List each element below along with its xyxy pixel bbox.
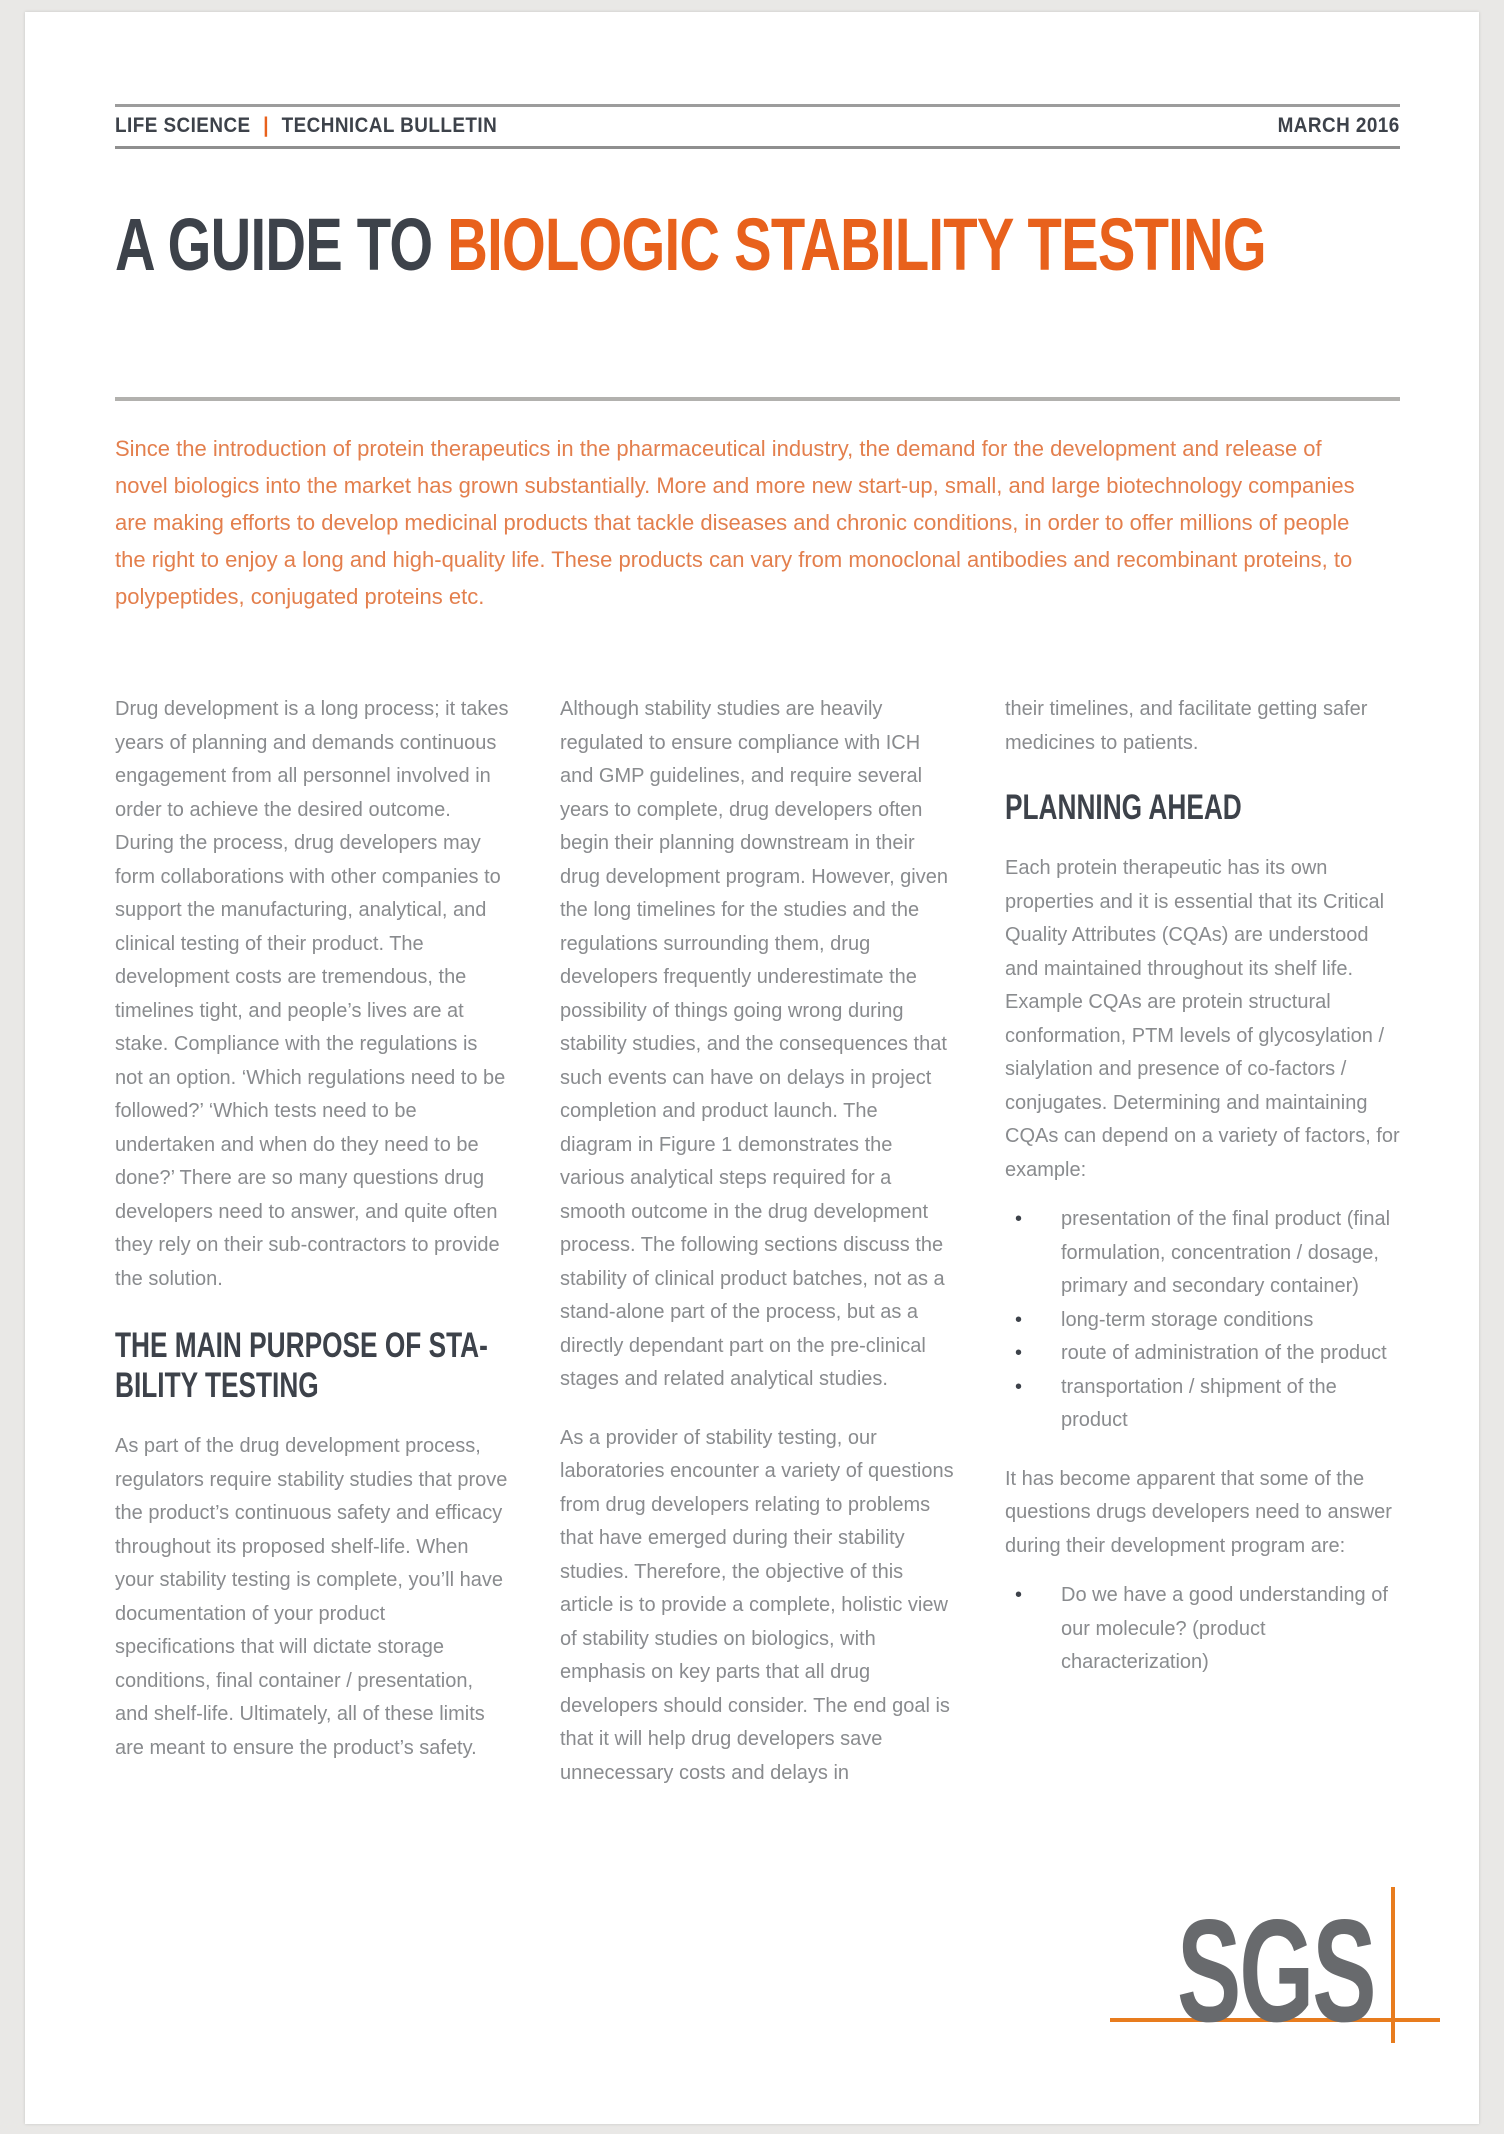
heading-planning-ahead: PLANNING AHEAD: [1005, 788, 1242, 827]
divider-rule: [115, 397, 1400, 401]
sgs-logo: SGS: [1177, 1889, 1375, 2052]
list-item: • Do we have a good understanding of our molecule? (product characterization): [1005, 1579, 1400, 1680]
col3-paragraph-1: their timelines, and facilitate getting safer medicines to patients.: [1005, 698, 1368, 754]
category-label: LIFE SCIENCE: [115, 114, 251, 137]
list-item: • transportation / shipment of the product: [1005, 1371, 1400, 1438]
bulletin-header: [115, 104, 1400, 149]
title-highlight: BIOLOGIC STABILITY TESTING: [447, 203, 1266, 286]
heading-main-purpose-line2: BILITY TESTING: [115, 1366, 319, 1405]
developer-questions-list: [1005, 1579, 1400, 1680]
intro-paragraph: Since the introduction of protein therapeutics in the pharmaceutical industry, the demand for the development and release of novel biologics into the market has grown substantially. More and more new start-up, small, and large biotechnology companies are making efforts to develop medicinal products that tackle diseases and chronic conditions, in order to offer millions of people the right to enjoy a long and high-quality life. These products can vary from monoclonal antibodies and recombinant proteins, to polypeptides, conjugated proteins etc.: [115, 436, 1355, 609]
col3-paragraph-3: It has become apparent that some of the questions drugs developers need to answer during their development program are:: [1005, 1467, 1392, 1557]
heading-main-purpose: [115, 1326, 488, 1406]
column-1: [115, 693, 510, 1790]
logo-vertical-line: [1391, 1887, 1395, 2043]
col3-paragraph-2: Each protein therapeutic has its own properties and it is essential that its Critical Quality Attributes (CQAs) are understood and maintained throughout its shelf life. Example CQAs are protein structural conformation, PTM levels of glycosylation / sialylation and presence of co-factors / conjugates. Determining and maintaining CQAs can depend on a variety of factors, for example:: [1005, 857, 1400, 1181]
header-left: [115, 114, 497, 138]
issue-date: MARCH 2016: [1277, 114, 1400, 137]
body-columns: [115, 693, 1400, 1790]
list-item: • route of administration of the product: [1005, 1337, 1400, 1371]
col1-paragraph-2: As part of the drug development process, regulators require stability studies that prove the product’s continuous safety and efficacy throughout its proposed shelf-life. When your stability testing is complete, you’ll have documentation of your product specifications that will dictate storage conditions, final container / presentation, and shelf-life. Ultimately, all of these limits are meant to ensure the product’s safety.: [115, 1435, 508, 1759]
header-separator: |: [263, 114, 269, 137]
col2-paragraph-1: Although stability studies are heavily regulated to ensure compliance with ICH and GMP guidelines, and require several years to complete, drug developers often begin their planning downstream in their drug development program. However, given the long timelines for the studies and the regulations surrounding them, drug developers frequently underestimate the possibility of things going wrong during stability studies, and the consequences that such events can have on delays in project completion and product launch. The diagram in Figure 1 demonstrates the various analytical steps required for a smooth outcome in the drug development process. The following sections discuss the stability of clinical product batches, not as a stand-alone part of the process, but as a directly dependant part on the pre-clinical stages and related analytical studies.: [560, 698, 948, 1390]
column-3: [1005, 693, 1400, 1790]
bulletin-type-label: TECHNICAL BULLETIN: [281, 114, 498, 137]
document-page: [25, 12, 1479, 2124]
cqa-factors-list: [1005, 1203, 1400, 1438]
col1-paragraph-1: Drug development is a long process; it takes years of planning and demands continuous engagement from all personnel involved in order to achieve the desired outcome. During the process, drug developers may form collaborations with other companies to support the manufacturing, analytical, and clinical testing of their product. The development costs are tremendous, the timelines tight, and people’s lives are at stake. Compliance with the regulations is not an option. ‘Which regulations need to be followed?’ ‘Which tests need to be undertaken and when do they need to be done?’ There are so many questions drug developers need to answer, and quite often they rely on their sub-contractors to provide the solution.: [115, 698, 509, 1290]
title-prefix: A GUIDE TO: [115, 203, 448, 286]
column-2: [560, 693, 955, 1790]
heading-main-purpose-line1: THE MAIN PURPOSE OF STA-: [115, 1326, 488, 1365]
col2-paragraph-2: As a provider of stability testing, our laboratories encounter a variety of questions from drug developers relating to problems that have emerged during their stability studies. Therefore, the objective of this article is to provide a complete, holistic view of stability studies on biologics, with emphasis on key parts that all drug developers should consider. The end goal is that it will help drug developers save unnecessary costs and delays in: [560, 1426, 954, 1784]
list-item: • presentation of the final product (final formulation, concentration / dosage, primary and secondary container): [1005, 1203, 1400, 1304]
page-title: [115, 202, 1266, 287]
list-item: • long-term storage conditions: [1005, 1304, 1400, 1338]
